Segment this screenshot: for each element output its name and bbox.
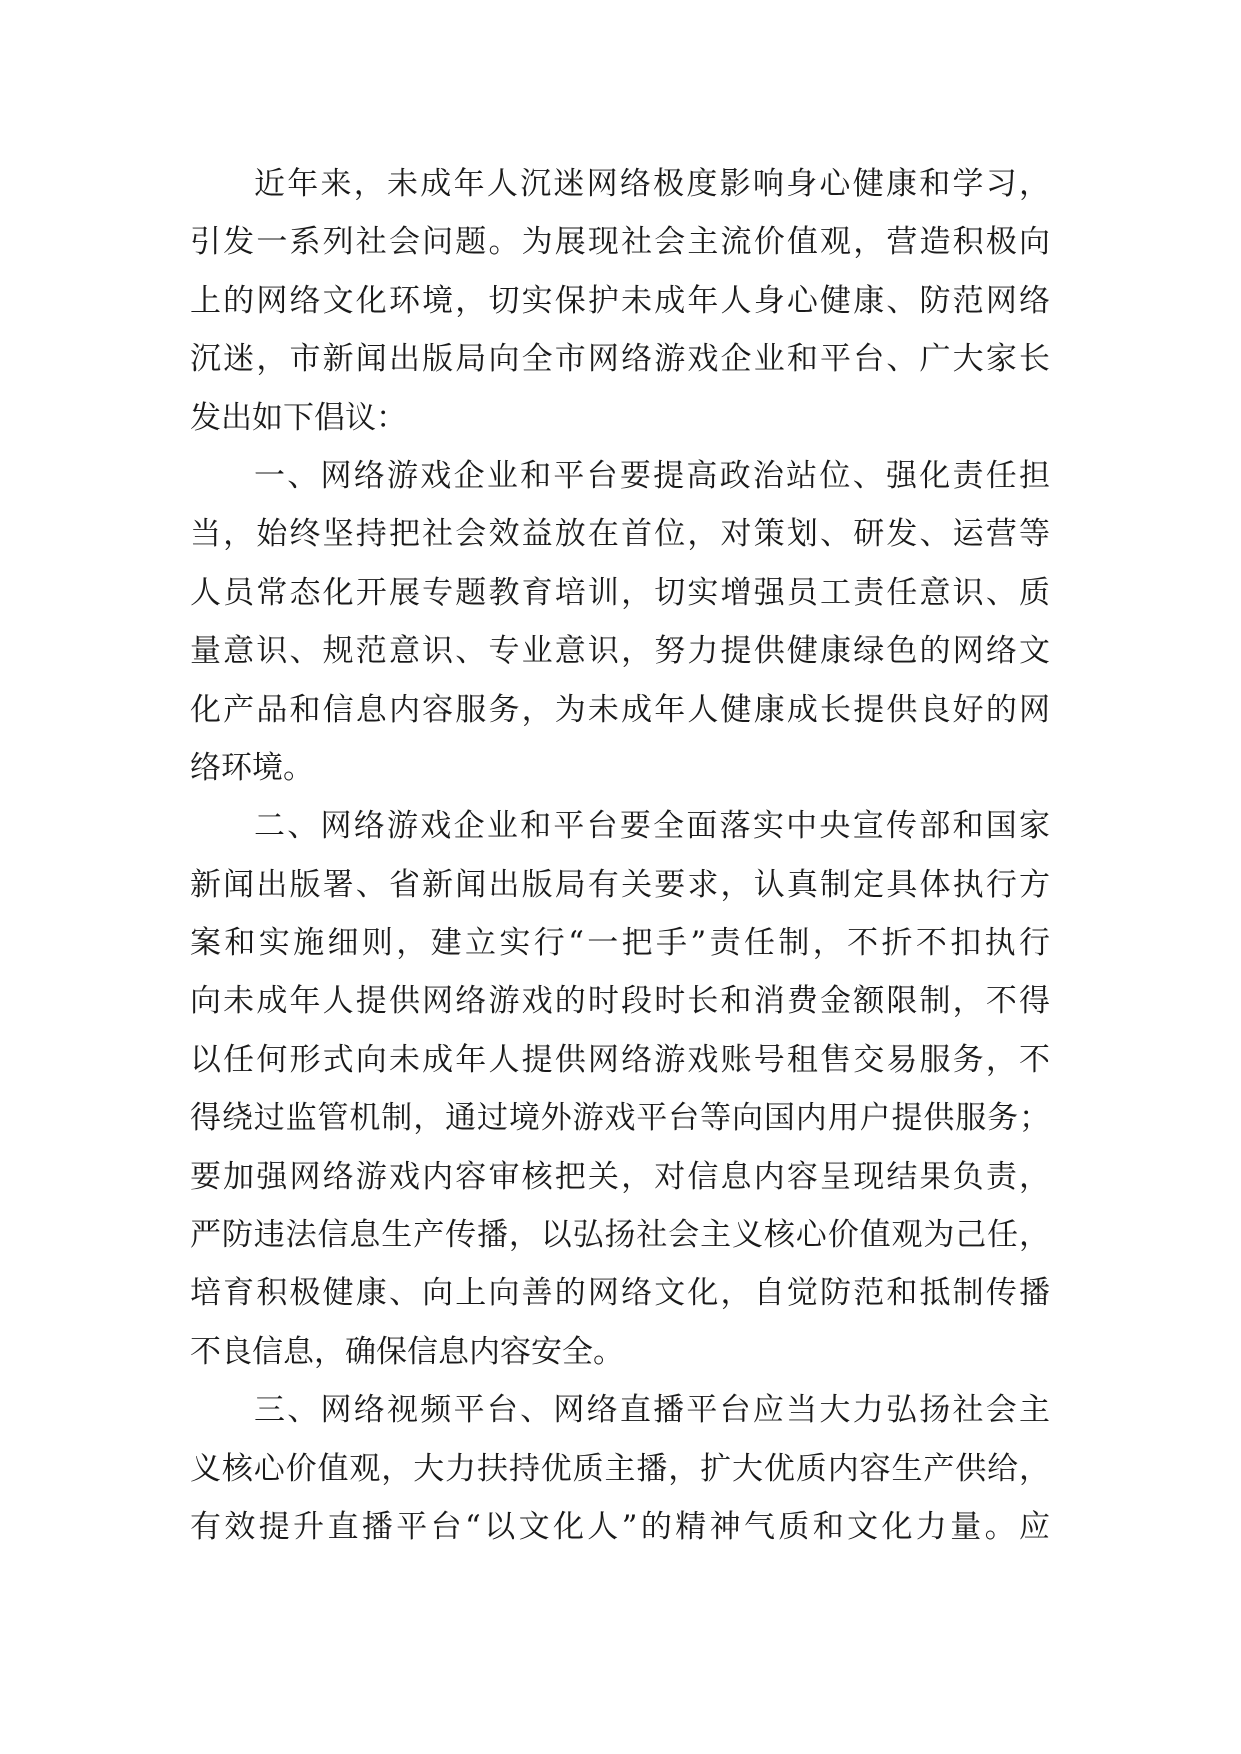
item-two-line-5: 以任何形式向未成年人提供网络游戏账号租售交易服务，不 [190, 1041, 1050, 1078]
item-two-line-2: 新闻出版署、省新闻出版局有关要求，认真制定具体执行方 [190, 866, 1050, 903]
intro-line-5: 发出如下倡议： [190, 399, 407, 436]
item-two-line-6: 得绕过监管机制，通过境外游戏平台等向国内用户提供服务； [190, 1100, 1050, 1137]
item-three-line-3: 有效提升直播平台“以文化人”的精神气质和文化力量。应 [190, 1508, 1050, 1545]
item-one-line-3: 人员常态化开展专题教育培训，切实增强员工责任意识、质 [190, 574, 1050, 611]
item-one-line-2: 当，始终坚持把社会效益放在首位，对策划、研发、运营等 [190, 516, 1050, 553]
item-three-line-1: 三、网络视频平台、网络直播平台应当大力弘扬社会主 [254, 1392, 1050, 1429]
intro-line-1: 近年来，未成年人沉迷网络极度影响身心健康和学习， [254, 166, 1050, 202]
item-three-line-2: 义核心价值观，大力扶持优质主播，扩大优质内容生产供给， [190, 1450, 1050, 1487]
intro-line-2: 引发一系列社会问题。为展现社会主流价值观，营造积极向 [190, 224, 1050, 261]
item-one-line-5: 化产品和信息内容服务，为未成年人健康成长提供良好的网 [190, 691, 1050, 728]
item-two-line-7: 要加强网络游戏内容审核把关，对信息内容呈现结果负责， [190, 1158, 1050, 1195]
item-two-line-1: 二、网络游戏企业和平台要全面落实中央宣传部和国家 [254, 808, 1050, 845]
item-two-line-8: 严防违法信息生产传播，以弘扬社会主义核心价值观为己任， [190, 1217, 1050, 1254]
item-two-line-10: 不良信息，确保信息内容安全。 [190, 1333, 624, 1370]
document-body [190, 155, 1050, 1556]
intro-line-4: 沉迷，市新闻出版局向全市网络游戏企业和平台、广大家长 [190, 341, 1050, 378]
item-one-line-6: 络环境。 [190, 749, 314, 786]
item-one-line-4: 量意识、规范意识、专业意识，努力提供健康绿色的网络文 [190, 633, 1050, 670]
item-one-line-1: 一、网络游戏企业和平台要提高政治站位、强化责任担 [254, 457, 1050, 494]
item-two-line-4: 向未成年人提供网络游戏的时段时长和消费金额限制，不得 [190, 983, 1050, 1020]
intro-line-3: 上的网络文化环境，切实保护未成年人身心健康、防范网络 [190, 282, 1050, 319]
item-two-line-9: 培育积极健康、向上向善的网络文化，自觉防范和抵制传播 [190, 1275, 1050, 1312]
item-two-line-3: 案和实施细则，建立实行“一把手”责任制，不折不扣执行 [190, 925, 1050, 962]
